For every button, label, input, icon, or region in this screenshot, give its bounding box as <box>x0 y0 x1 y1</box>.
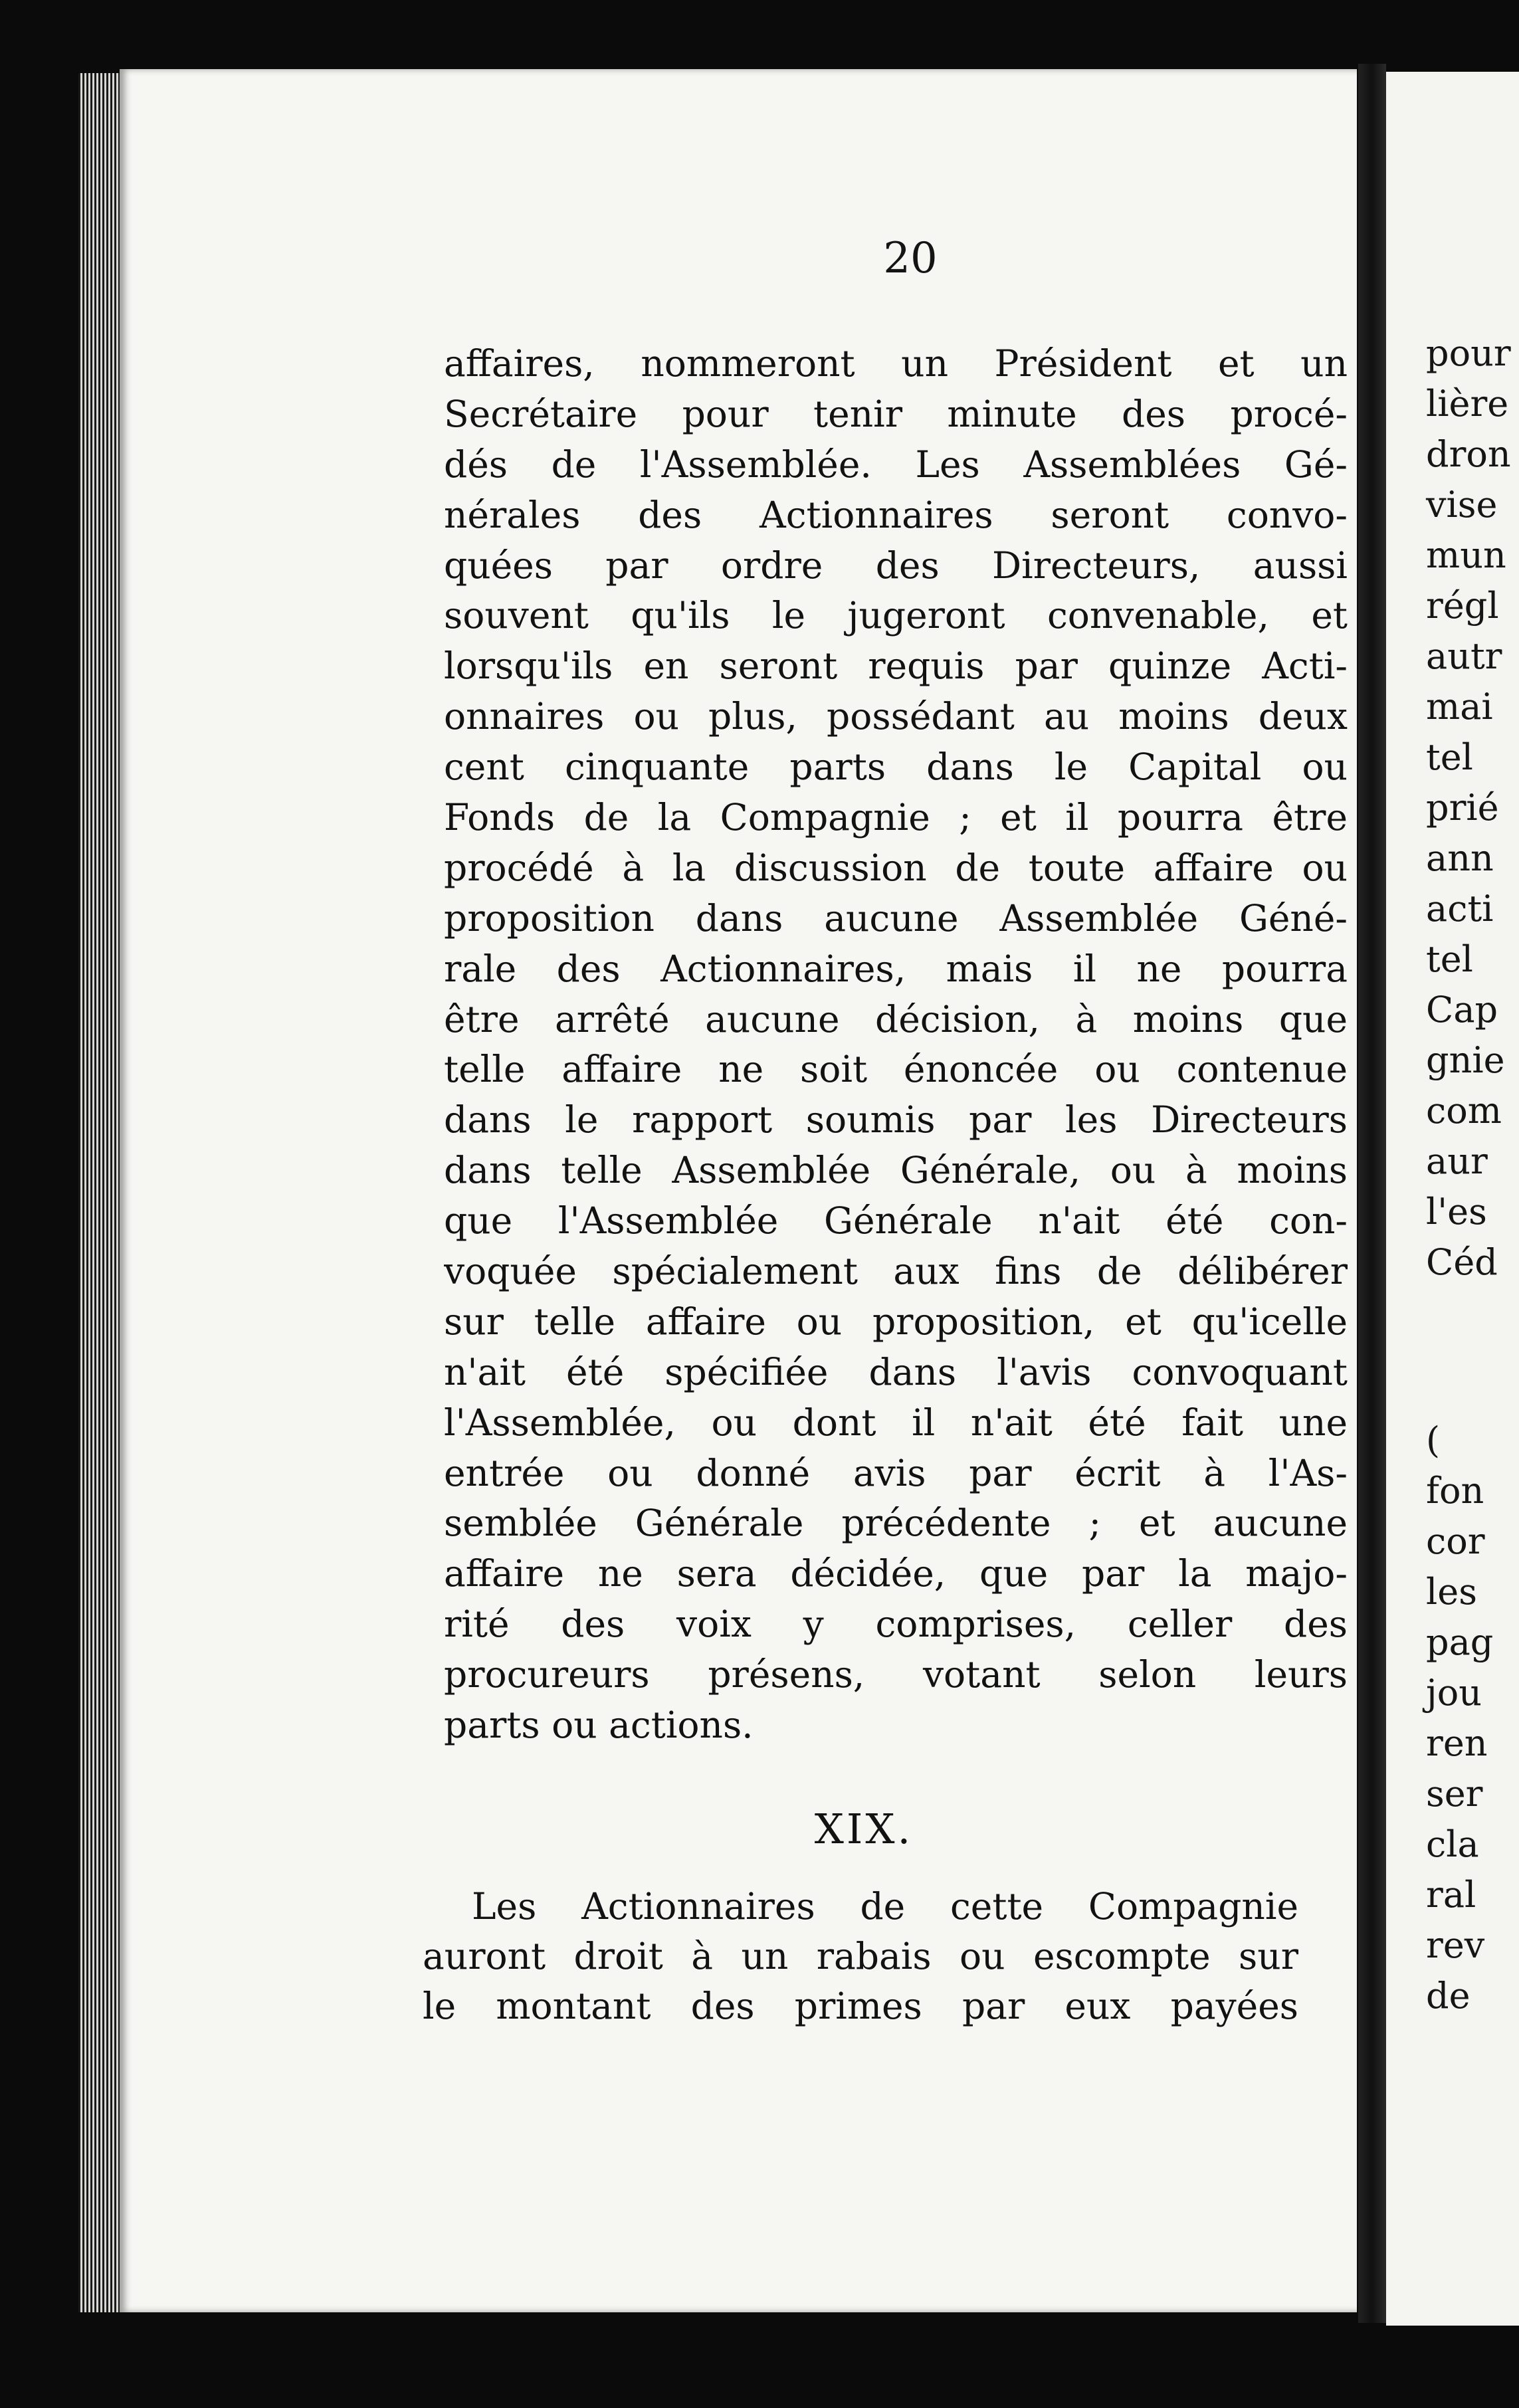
text-line: semblée Générale précédente ; et aucune <box>444 1502 1348 1545</box>
text-line: auront droit à un rabais ou escompte sur <box>423 1935 1298 1977</box>
text-line: dés de l'Assemblée. Les Assemblées Gé- <box>444 443 1348 486</box>
text-line: sur telle affaire ou proposition, et qu'icelle <box>444 1300 1348 1343</box>
facing-fragment: fon <box>1426 1470 1484 1512</box>
facing-fragment: dron <box>1426 433 1511 475</box>
text-line: souvent qu'ils le jugeront convenable, et <box>444 594 1348 637</box>
facing-fragment: vise <box>1426 484 1498 526</box>
facing-fragment: cor <box>1426 1520 1485 1562</box>
text-line: cent cinquante parts dans le Capital ou <box>444 746 1348 789</box>
facing-fragment: ser <box>1426 1773 1483 1815</box>
text-line: affaire ne sera décidée, que par la majo- <box>444 1552 1348 1595</box>
text-line: dans telle Assemblée Générale, ou à moins <box>444 1149 1348 1192</box>
facing-fragment: tel <box>1426 736 1473 778</box>
text-line: rale des Actionnaires, mais il ne pourra <box>444 947 1348 990</box>
text-line: être arrêté aucune décision, à moins que <box>444 997 1348 1041</box>
text-line: telle affaire ne soit énoncée ou contenue <box>444 1048 1348 1091</box>
text-line: Secrétaire pour tenir minute des procé- <box>444 392 1348 435</box>
text-line: affaires, nommeront un Président et un <box>444 342 1348 385</box>
facing-fragment: de <box>1426 1975 1470 2017</box>
text-line: Les Actionnaires de cette Compagnie <box>472 1885 1298 1928</box>
text-line: voquée spécialement aux fins de délibérer <box>444 1250 1348 1293</box>
facing-fragment: cla <box>1426 1823 1479 1865</box>
facing-fragment: prié <box>1426 787 1499 829</box>
facing-fragment: pour <box>1426 332 1511 374</box>
text-line: rité des voix y comprises, celler des <box>444 1603 1348 1646</box>
text-line: parts ou actions. <box>444 1704 754 1747</box>
facing-fragment: ral <box>1426 1874 1476 1916</box>
text-line: n'ait été spécifiée dans l'avis convoquant <box>444 1350 1348 1393</box>
text-line: dans le rapport soumis par les Directeurs <box>444 1098 1348 1142</box>
facing-fragment: les <box>1426 1571 1477 1613</box>
text-line: entrée ou donné avis par écrit à l'As- <box>444 1451 1348 1494</box>
text-line: procureurs présens, votant selon leurs <box>444 1653 1348 1696</box>
facing-fragment: lière <box>1426 383 1509 425</box>
facing-fragment: autr <box>1426 635 1502 677</box>
facing-fragment: jou <box>1426 1672 1482 1714</box>
facing-fragment: tel <box>1426 938 1473 980</box>
facing-fragment: rev <box>1426 1924 1485 1966</box>
facing-fragment: l'es <box>1426 1191 1487 1233</box>
facing-fragment: acti <box>1426 888 1494 930</box>
page-number: 20 <box>883 234 938 283</box>
section-heading: XIX. <box>814 1805 914 1853</box>
text-line: proposition dans aucune Assemblée Géné- <box>444 896 1348 940</box>
text-line: nérales des Actionnaires seront convo- <box>444 493 1348 536</box>
text-line: procédé à la discussion de toute affaire ou <box>444 846 1348 889</box>
facing-fragment: aur <box>1426 1140 1488 1182</box>
facing-fragment: Cap <box>1426 989 1498 1031</box>
facing-fragment: mun <box>1426 534 1506 576</box>
text-line: quées par ordre des Directeurs, aussi <box>444 544 1348 587</box>
facing-fragment: ren <box>1426 1722 1488 1764</box>
section-paragraph <box>423 1882 1298 2031</box>
text-line: onnaires ou plus, possédant au moins deux <box>444 695 1348 738</box>
facing-fragment: Céd <box>1426 1241 1498 1283</box>
text-line: Fonds de la Compagnie ; et il pourra être <box>444 796 1348 839</box>
text-line: lorsqu'ils en seront requis par quinze Acti- <box>444 645 1348 688</box>
facing-fragment: com <box>1426 1090 1502 1132</box>
facing-fragment: pag <box>1426 1621 1494 1663</box>
facing-fragment: gnie <box>1426 1039 1505 1081</box>
facing-fragment: régl <box>1426 585 1499 627</box>
facing-fragment: mai <box>1426 686 1493 728</box>
main-paragraph <box>444 339 1348 1751</box>
page-edges <box>78 73 120 2312</box>
text-line: l'Assemblée, ou dont il n'ait été fait une <box>444 1401 1348 1444</box>
book-gutter <box>1358 64 1386 2323</box>
facing-fragment: ann <box>1426 837 1494 879</box>
facing-fragment: ( <box>1426 1419 1441 1461</box>
text-line: que l'Assemblée Générale n'ait été con- <box>444 1199 1348 1243</box>
text-line: le montant des primes par eux payées <box>423 1985 1298 2027</box>
